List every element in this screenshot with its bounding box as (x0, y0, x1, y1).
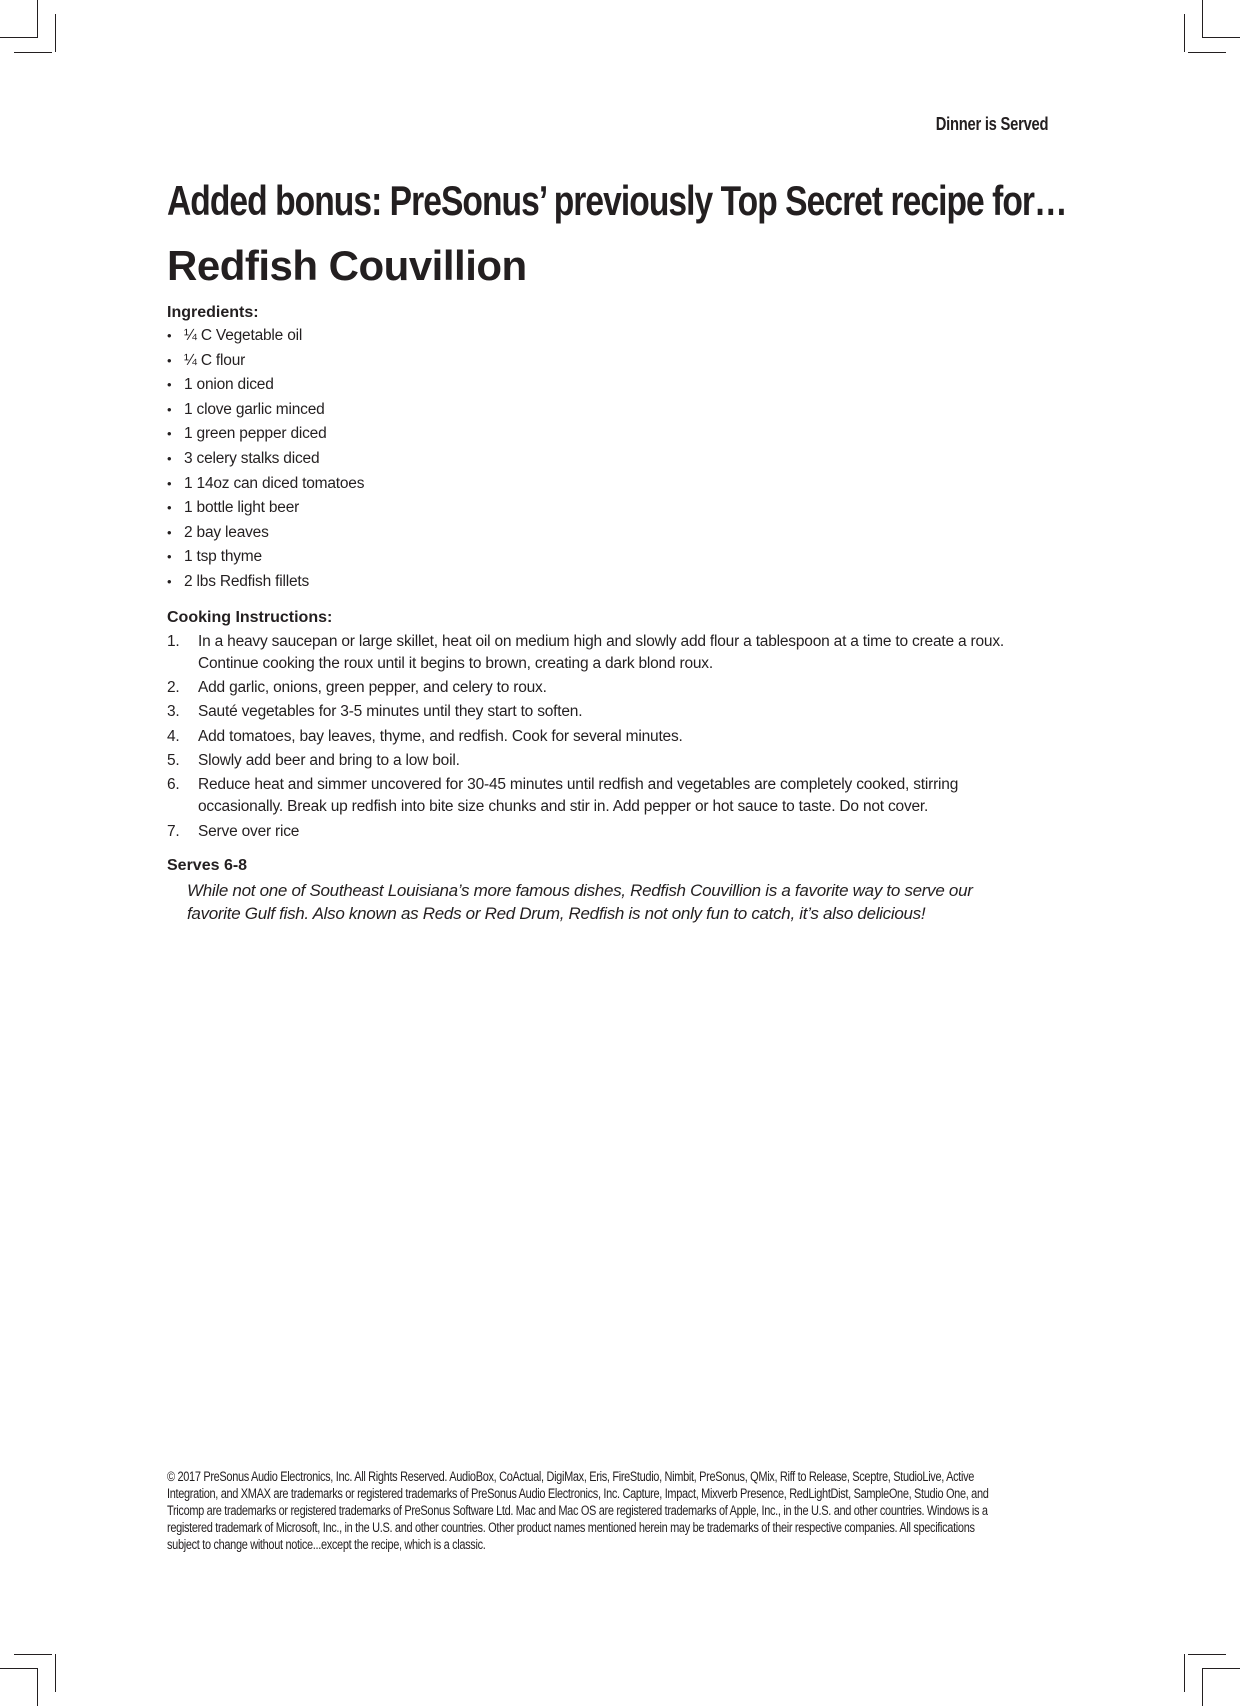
crop-mark (1184, 14, 1185, 52)
ingredient-text: 3 celery stalks diced (184, 449, 320, 467)
bonus-title: Added bonus: PreSonus’ previously Top Secret recipe for… (167, 177, 1067, 224)
crop-mark (55, 1654, 56, 1692)
bullet-icon: • (167, 426, 172, 442)
step-text: In a heavy saucepan or large skillet, heat oil on medium high and slowly add flour a tablespoon at a time to create a roux. Continue cooking the roux until it begins to brown, creating a dark blond roux. (198, 632, 1004, 672)
step-number: 5. (167, 752, 180, 770)
recipe-title: Redfish Couvillion (167, 242, 527, 289)
crop-mark (55, 14, 56, 52)
ingredient-item (167, 521, 1047, 546)
step-text: Add tomatoes, bay leaves, thyme, and redfish. Cook for several minutes. (198, 727, 683, 745)
crop-mark (37, 0, 38, 38)
ingredient-item (167, 373, 1047, 398)
bullet-icon: • (167, 377, 172, 393)
recipe-note: While not one of Southeast Louisiana’s more famous dishes, Redfish Couvillion is a favorite way to serve our favorite Gulf fish. Also known as Reds or Red Drum, Redfish is not only fun to catch, it’s also delicious! (187, 880, 973, 923)
bullet-icon: • (167, 328, 172, 343)
instruction-step (167, 821, 1047, 843)
ingredient-item (167, 447, 1047, 472)
crop-mark (1188, 52, 1226, 53)
ingredient-item (167, 545, 1047, 570)
crop-mark (37, 1668, 38, 1706)
crop-mark (0, 37, 38, 38)
instruction-step (167, 726, 1047, 748)
step-text: Add garlic, onions, green pepper, and celery to roux. (198, 678, 547, 696)
ingredient-text: ¼ C flour (184, 351, 246, 369)
ingredient-text: 1 bottle light beer (184, 499, 300, 517)
crop-mark (1202, 37, 1240, 38)
ingredient-item (167, 496, 1047, 521)
crop-mark (1202, 1668, 1240, 1669)
step-number: 1. (167, 632, 180, 650)
instruction-step (167, 750, 1047, 772)
crop-mark (14, 1654, 52, 1655)
bullet-icon: • (167, 573, 172, 589)
ingredient-text: ¼ C Vegetable oil (184, 327, 303, 344)
ingredient-item (167, 324, 1047, 349)
ingredient-text: 1 green pepper diced (184, 425, 327, 443)
ingredient-item (167, 422, 1047, 447)
instruction-step (167, 774, 1047, 818)
legal-notice: © 2017 PreSonus Audio Electronics, Inc. All Rights Reserved. AudioBox, CoActual, DigiMax, Eris, FireStudio, Nimbit, PreSonus, QMix, Riff to Release, Sceptre, StudioLive, Active Integration, and XMAX are trademarks or registered trademarks of PreSonus Audio Electronics, Inc. Capture, Impact, Mixverb Presence, RedLightDist, SampleOne, Studio One, and Tricomp are trademarks or registered trademarks of PreSonus Software Ltd. Mac and Mac OS are registered trademarks of Apple, Inc., in the U.S. and other countries. Windows is a registered trademark of Microsoft, Inc., in the U.S. and other countries. Other product names mentioned herein may be trademarks of their respective companies. All specifications subject to change without notice...except the recipe, which is a classic. (167, 1469, 989, 1552)
serves-heading: Serves 6-8 (167, 856, 248, 874)
ingredient-item (167, 349, 1047, 374)
ingredient-text: 1 onion diced (184, 376, 274, 394)
bullet-icon: • (167, 500, 172, 516)
step-number: 7. (167, 822, 180, 840)
step-text: Reduce heat and simmer uncovered for 30-45 minutes until redfish and vegetables are completely cooked, stirring occasionally. Break up redfish into bite size chunks and stir in. Add pepper or hot sauce to taste. Do not cover. (198, 776, 959, 816)
instructions-list (167, 631, 1047, 843)
ingredient-item (167, 472, 1047, 497)
ingredient-item (167, 570, 1047, 595)
ingredient-text: 1 tsp thyme (184, 548, 262, 566)
step-text: Slowly add beer and bring to a low boil. (198, 752, 460, 770)
crop-mark (1202, 1668, 1203, 1706)
step-text: Serve over rice (198, 822, 300, 840)
instruction-step (167, 677, 1047, 699)
bullet-icon: • (167, 549, 172, 565)
crop-mark (1184, 1654, 1185, 1692)
step-number: 6. (167, 776, 180, 794)
instruction-step (167, 701, 1047, 723)
bullet-icon: • (167, 524, 172, 540)
ingredient-text: 1 clove garlic minced (184, 400, 325, 418)
bullet-icon: • (167, 352, 172, 368)
ingredient-text: 2 lbs Redfish fillets (184, 572, 310, 590)
instruction-step (167, 631, 1047, 675)
recipe-content (167, 170, 1067, 925)
instructions-heading: Cooking Instructions: (167, 608, 333, 626)
crop-mark (1188, 1654, 1226, 1655)
ingredients-list (167, 324, 1047, 595)
ingredient-text: 2 bay leaves (184, 523, 269, 541)
step-number: 3. (167, 703, 180, 721)
running-head: Dinner is Served (935, 114, 1048, 134)
bullet-icon: • (167, 401, 172, 417)
step-number: 4. (167, 727, 180, 745)
crop-mark (0, 1668, 38, 1669)
ingredient-item (167, 398, 1047, 423)
crop-mark (1202, 0, 1203, 38)
step-number: 2. (167, 678, 180, 696)
bullet-icon: • (167, 450, 172, 466)
bullet-icon: • (167, 475, 172, 491)
ingredients-heading: Ingredients: (167, 304, 259, 321)
step-text: Sauté vegetables for 3-5 minutes until they start to soften. (198, 703, 583, 721)
ingredient-text: 1 14oz can diced tomatoes (184, 474, 365, 492)
crop-mark (14, 52, 52, 53)
